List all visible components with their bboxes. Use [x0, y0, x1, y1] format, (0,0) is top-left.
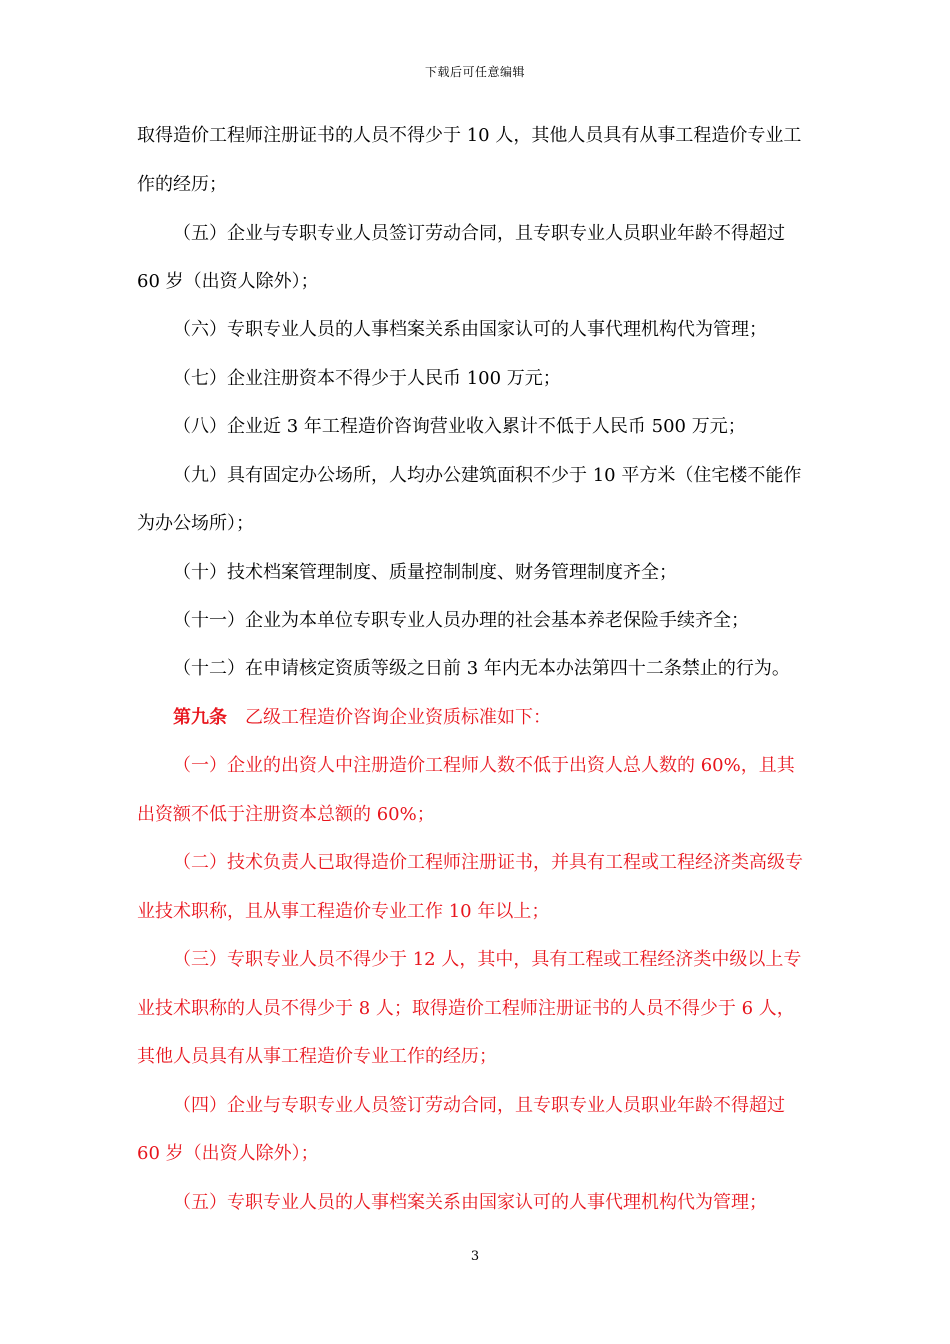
- paragraph-line: 其他人员具有从事工程造价专业工作的经历；: [137, 1046, 497, 1067]
- paragraph-line: （十）技术档案管理制度、质量控制制度、财务管理制度齐全；: [173, 562, 677, 583]
- paragraph-line: （十二）在申请核定资质等级之日前 3 年内无本办法第四十二条禁止的行为。: [173, 658, 790, 679]
- paragraph-line: （七）企业注册资本不得少于人民币 100 万元；: [173, 368, 561, 389]
- paragraph-line: （二）技术负责人已取得造价工程师注册证书，并具有工程或工程经济类高级专: [173, 852, 803, 873]
- article-heading: [173, 706, 551, 730]
- paragraph-line: （三）专职专业人员不得少于 12 人，其中，具有工程或工程经济类中级以上专: [173, 949, 802, 970]
- paragraph-line: （八）企业近 3 年工程造价咨询营业收入累计不低于人民币 500 万元；: [173, 416, 746, 437]
- paragraph-line: （四）企业与专职专业人员签订劳动合同，且专职专业人员职业年龄不得超过: [173, 1095, 785, 1116]
- article-title: 乙级工程造价咨询企业资质标准如下：: [245, 707, 551, 728]
- page-number: 3: [470, 1249, 480, 1264]
- paragraph-line: 业技术职称，且从事工程造价专业工作 10 年以上；: [137, 901, 550, 922]
- paragraph-line: （六）专职专业人员的人事档案关系由国家认可的人事代理机构代为管理；: [173, 319, 767, 340]
- paragraph-line: 60 岁（出资人除外）；: [137, 1143, 319, 1164]
- paragraph-line: 取得造价工程师注册证书的人员不得少于 10 人，其他人员具有从事工程造价专业工: [137, 125, 802, 146]
- paragraph-line: 出资额不低于注册资本总额的 60%；: [137, 804, 435, 825]
- paragraph-line: （一）企业的出资人中注册造价工程师人数不低于出资人总人数的 60%，且其: [173, 755, 795, 776]
- paragraph-line: （五）企业与专职专业人员签订劳动合同，且专职专业人员职业年龄不得超过: [173, 223, 785, 244]
- paragraph-line: （五）专职专业人员的人事档案关系由国家认可的人事代理机构代为管理；: [173, 1192, 767, 1213]
- paragraph-line: 作的经历；: [137, 174, 227, 195]
- paragraph-line: 业技术职称的人员不得少于 8 人；取得造价工程师注册证书的人员不得少于 6 人，: [137, 998, 795, 1019]
- paragraph-line: （十一）企业为本单位专职专业人员办理的社会基本养老保险手续齐全；: [173, 610, 749, 631]
- paragraph-line: （九）具有固定办公场所，人均办公建筑面积不少于 10 平方米（住宅楼不能作: [173, 465, 802, 486]
- paragraph-line: 为办公场所）；: [137, 513, 254, 534]
- article-number: 第九条: [173, 707, 227, 728]
- paragraph-line: 60 岁（出资人除外）；: [137, 271, 319, 292]
- page-header: 下载后可任意编辑: [424, 65, 525, 79]
